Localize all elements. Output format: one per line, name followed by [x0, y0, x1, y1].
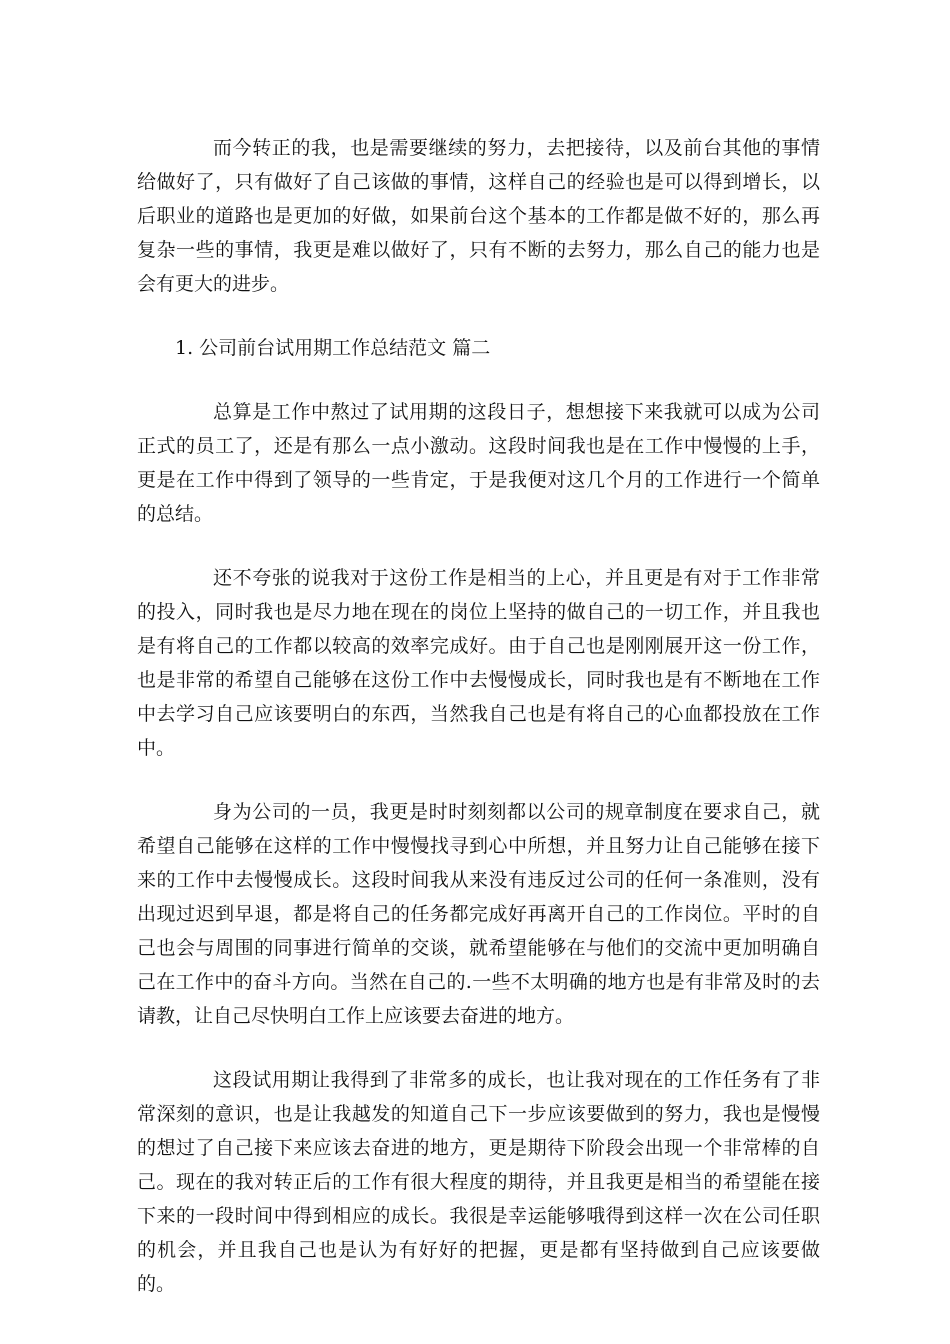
paragraph-1: 总算是工作中熬过了试用期的这段日子，想想接下来我就可以成为公司正式的员工了，还是有那么一点小激动。这段时间我也是在工作中慢慢的上手，更是在工作中得到了领导的一些肯定，于是我便对这几个月的工作进行一个简单的总结。	[137, 401, 820, 525]
paragraph-4: 这段试用期让我得到了非常多的成长，也让我对现在的工作任务有了非常深刻的意识，也是让我越发的知道自己下一步应该要做到的努力，我也是慢慢的想过了自己接下来应该去奋进的地方，更是期待下阶段会出现一个非常棒的自己。现在的我对转正后的工作有很大程度的期待，并且我更是相当的希望能在接下来的一段时间中得到相应的成长。我很是幸运能够哦得到这样一次在公司任职的机会，并且我自己也是认为有好好的把握，更是都有坚持做到自己应该要做的。	[137, 1069, 820, 1295]
section-heading: 1. 公司前台试用期工作总结范文 篇二	[175, 337, 491, 359]
document-body	[137, 131, 820, 1331]
paragraph-intro: 而今转正的我，也是需要继续的努力，去把接待，以及前台其他的事情给做好了，只有做好了自己该做的事情，这样自己的经验也是可以得到增长，以后职业的道路也是更加的好做，如果前台这个基本的工作都是做不好的，那么再复杂一些的事情，我更是难以做好了，只有不断的去努力，那么自己的能力也是会有更大的进步。	[137, 137, 820, 295]
paragraph-2: 还不夸张的说我对于这份工作是相当的上心，并且更是有对于工作非常的投入，同时我也是尽力地在现在的岗位上坚持的做自己的一切工作，并且我也是有将自己的工作都以较高的效率完成好。由于自己也是刚刚展开这一份工作，也是非常的希望自己能够在这份工作中去慢慢成长，同时我也是有不断地在工作中去学习自己应该要明白的东西，当然我自己也是有将自己的心血都投放在工作中。	[137, 567, 820, 759]
paragraph-3: 身为公司的一员，我更是时时刻刻都以公司的规章制度在要求自己，就希望自己能够在这样的工作中慢慢找寻到心中所想，并且努力让自己能够在接下来的工作中去慢慢成长。这段时间我从来没有违反过公司的任何一条准则，没有出现过迟到早退，都是将自己的任务都完成好再离开自己的工作岗位。平时的自己也会与周围的同事进行简单的交谈，就希望能够在与他们的交流中更加明确自己在工作中的奋斗方向。当然在自己的.一些不太明确的地方也是有非常及时的去请教，让自己尽快明白工作上应该要去奋进的地方。	[137, 801, 820, 1027]
